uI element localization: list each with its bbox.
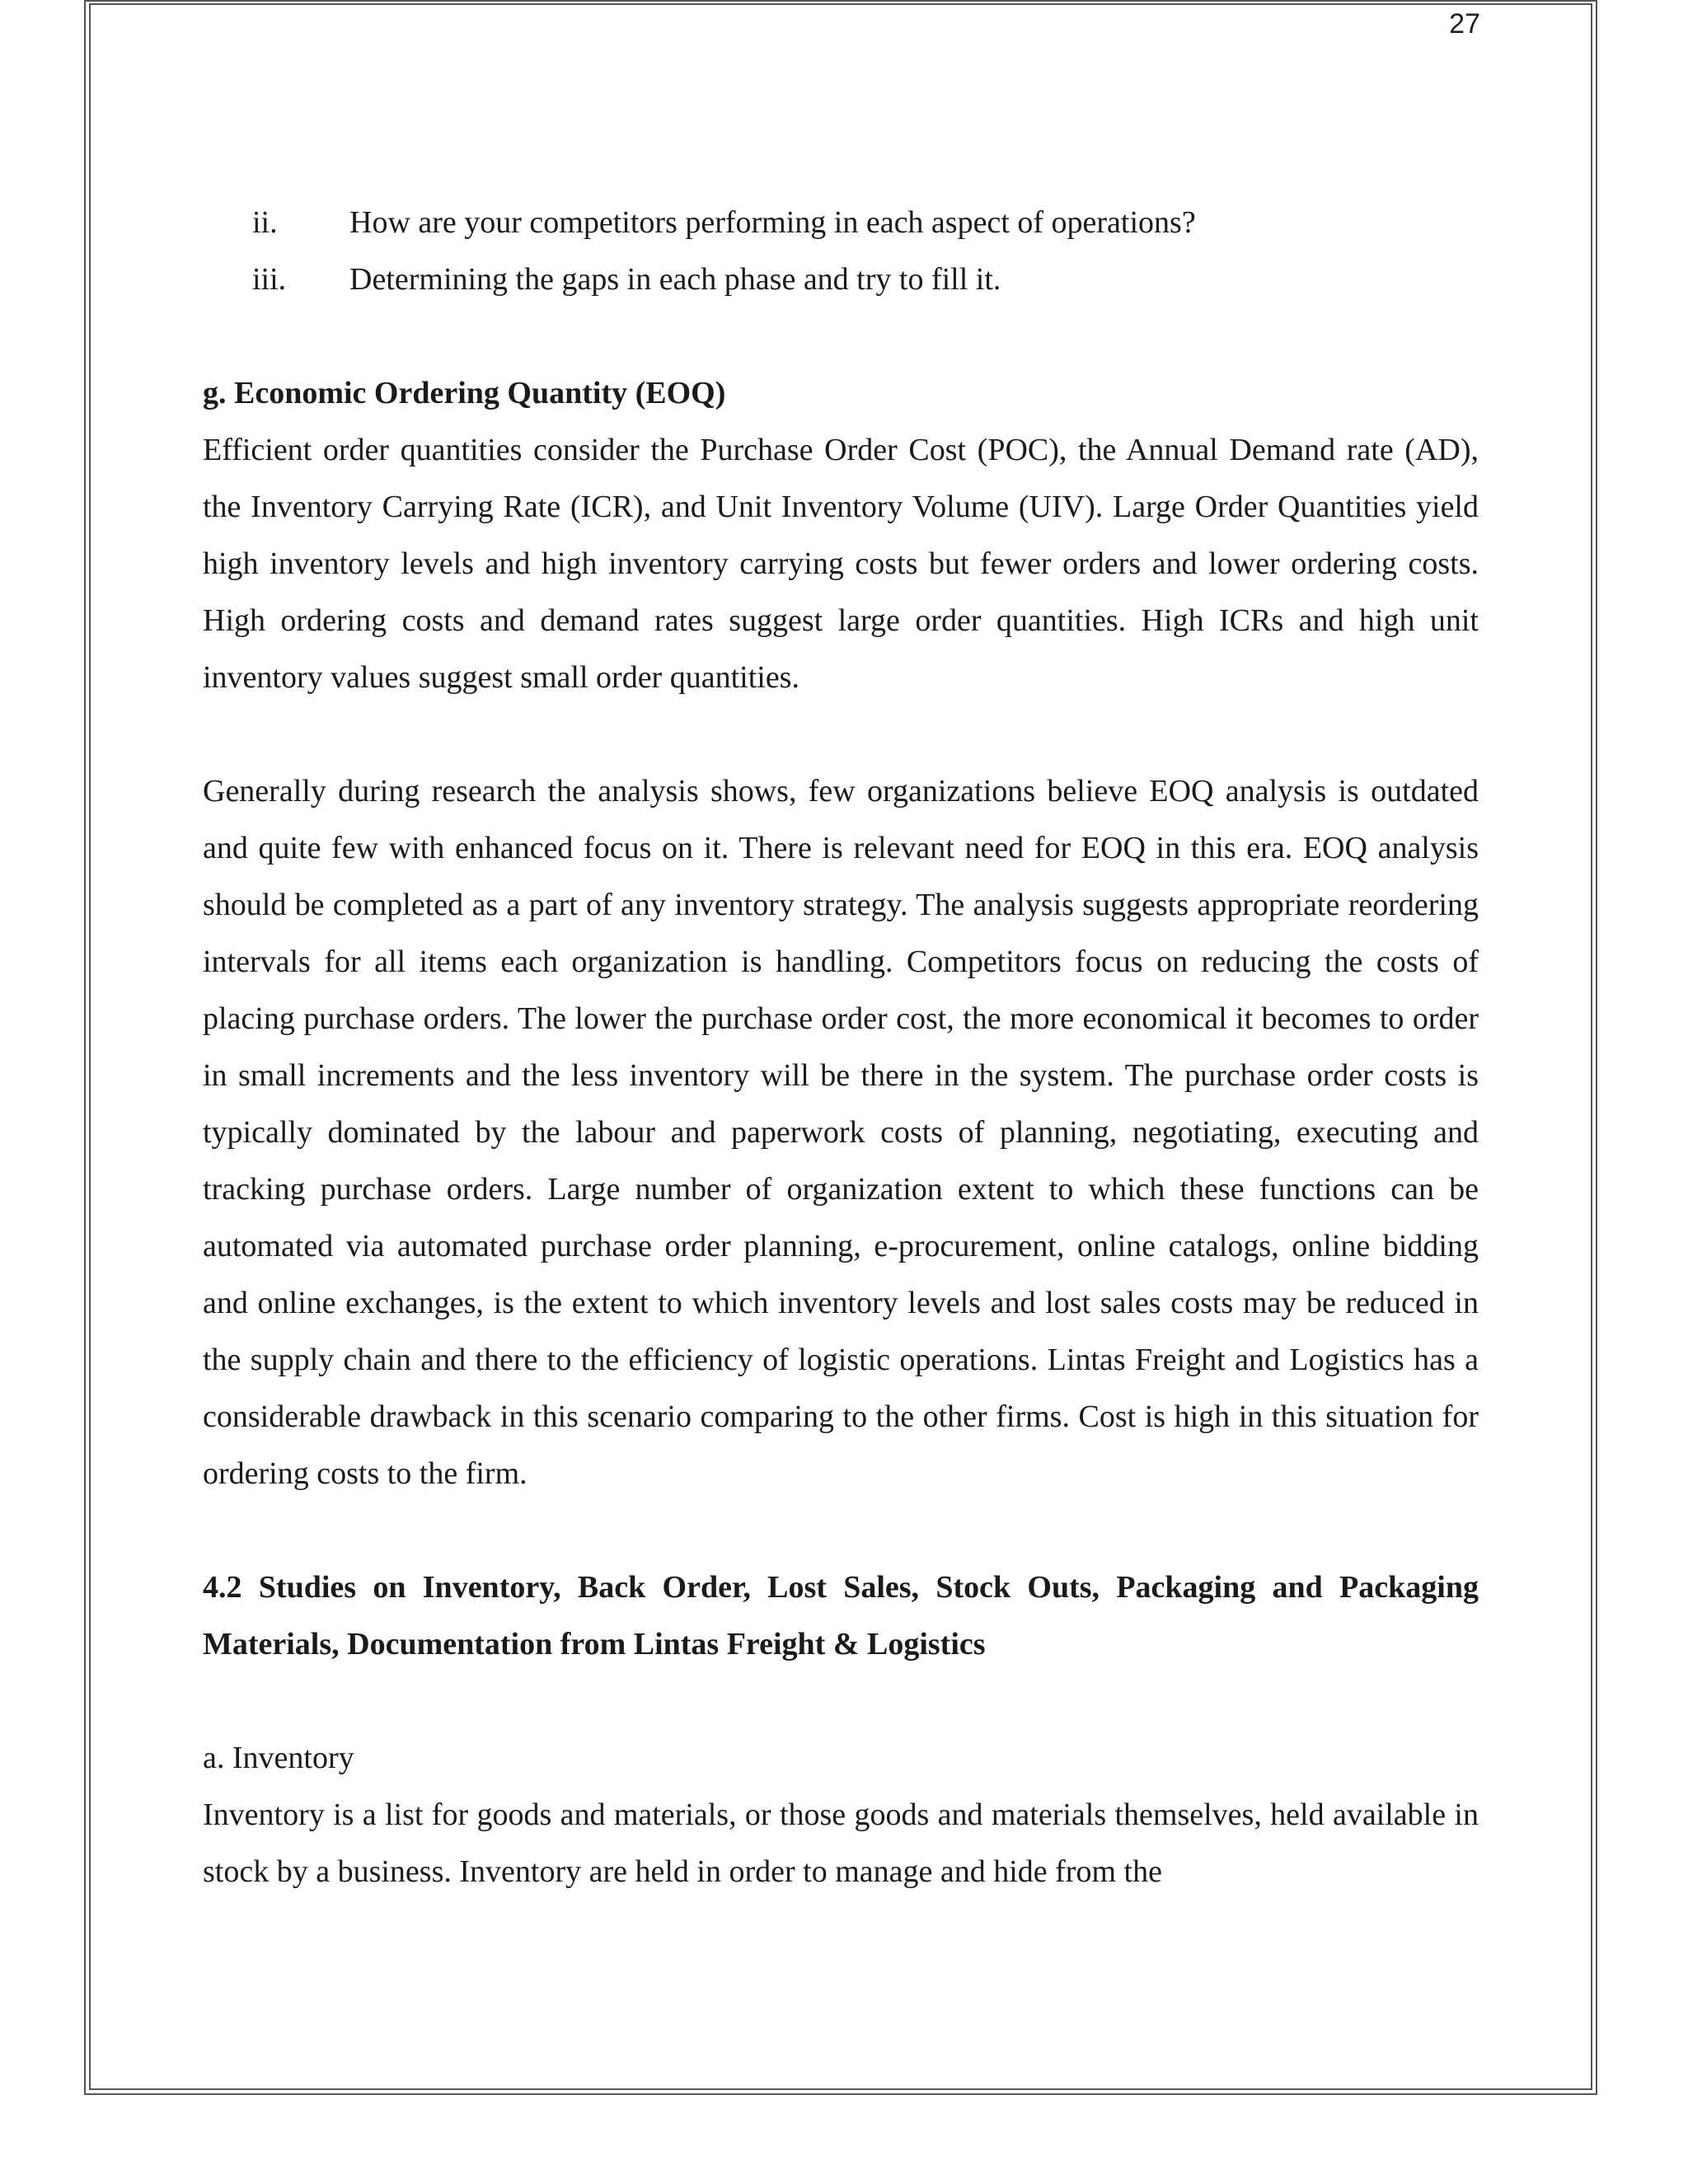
page-number: 27 — [1449, 8, 1480, 40]
section-heading-4-2 — [203, 1559, 1479, 1673]
paragraph-eoq-1: Efficient order quantities consider the Purchase Order Cost (POC), the Annual Demand rate (AD), the Inventory Carrying Rate (ICR), and Unit Inventory Volume (UIV). Large Order Quantities yield high inventory levels and high inventory carrying costs but fewer orders and lower ordering costs. High ordering costs and demand rates suggest large order quantities. High ICRs and high unit inventory values suggest small order quantities. — [203, 433, 1479, 695]
subheading-inventory: a. Inventory — [203, 1741, 354, 1775]
list-item — [252, 194, 1479, 251]
list-item-text: How are your competitors performing in each aspect of operations? — [349, 205, 1196, 240]
list-item — [252, 251, 1479, 308]
section-heading-4-2-text: 4.2 Studies on Inventory, Back Order, Lost Sales, Stock Outs, Packaging and Packaging Materials, Documentation from Lintas Freight & Logistics — [203, 1570, 1479, 1661]
list-item-number: iii. — [252, 262, 287, 297]
list-item-text: Determining the gaps in each phase and try to fill it. — [349, 262, 1001, 297]
list-item-number: ii. — [252, 205, 278, 240]
section-heading-eoq: g. Economic Ordering Quantity (EOQ) — [203, 376, 726, 410]
paragraph-inventory-1: Inventory is a list for goods and materials, or those goods and materials themselves, held available in stock by a business. Inventory are held in order to manage and hide from the — [203, 1797, 1479, 1889]
paragraph-eoq-2: Generally during research the analysis shows, few organizations believe EOQ analysis is outdated and quite few with enhanced focus on it. There is relevant need for EOQ in this era. EOQ analysis should be completed as a part of any inventory strategy. The analysis suggests appropriate reordering intervals for all items each organization is handling. Competitors focus on reducing the costs of placing purchase orders. The lower the purchase order cost, the more economical it becomes to order in small increments and the less inventory will be there in the system. The purchase order costs is typically dominated by the labour and paperwork costs of planning, negotiating, executing and tracking purchase orders. Large number of organization extent to which these functions can be automated via automated purchase order planning, e-procurement, online catalogs, online bidding and online exchanges, is the extent to which inventory levels and lost sales costs may be reduced in the supply chain and there to the efficiency of logistic operations. Lintas Freight and Logistics has a considerable drawback in this scenario comparing to the other firms. Cost is high in this situation for ordering costs to the firm. — [203, 774, 1479, 1491]
document-body — [203, 194, 1479, 1900]
